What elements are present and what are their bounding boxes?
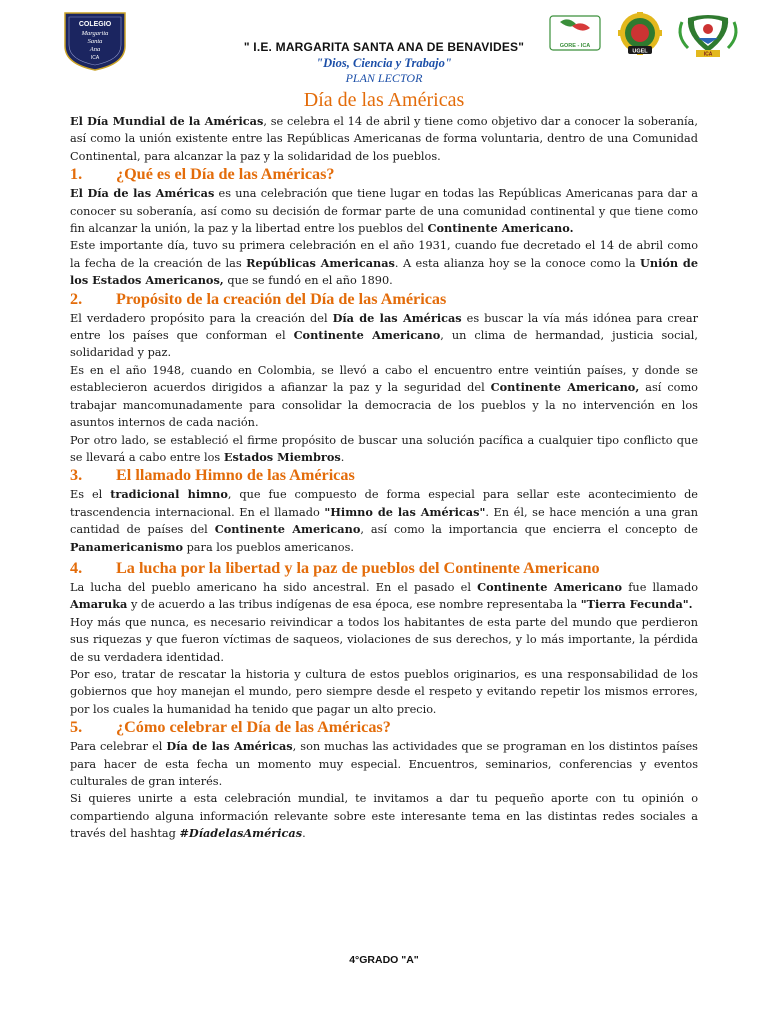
svg-text:ICA: ICA	[703, 51, 713, 58]
document-header	[0, 40, 768, 86]
crest-line-3: Santa	[87, 38, 103, 45]
school-name: " I.E. MARGARITA SANTA ANA DE BENAVIDES"	[243, 40, 525, 54]
crest-line-1: COLEGIO	[78, 21, 112, 28]
crest-line-2: Margarita	[81, 30, 109, 37]
section-3-heading: 3. El llamado Himno de las Américas	[70, 466, 355, 485]
crest-line-4: Ana	[89, 46, 101, 53]
section-1-paragraph-1: El Día de las Américas es una celebración que tiene lugar en todas las Repúblicas Americanas para dar a conocer su soberanía, así como su decisión de formar parte de una comunidad continental y que tiene como fin alcanzar la unión, la paz y la libertad entre los pueblos del Continente Americano.	[70, 186, 698, 236]
section-1-heading: 1. ¿Qué es el Día de las Américas?	[70, 165, 335, 184]
section-5-paragraph-1: Para celebrar el Día de las Américas, son muchas las actividades que se programan en los distintos países para hacer de esta fecha un momento muy especial. Encuentros, seminarios, conferencias y eventos culturales de gran interés.	[70, 739, 698, 788]
document-body	[70, 113, 698, 843]
section-4-paragraph-3: Por eso, tratar de rescatar la historia y cultura de estos pueblos originarios, es una responsabilidad de los gobiernos que hoy manejan el mundo, pero siempre desde el respeto y evitando repetir los mismos errores, por los cuales la humanidad ha tenido que pagar un alto precio.	[70, 667, 698, 716]
crest-line-5: ICA	[90, 55, 100, 61]
section-4-heading: 4. La lucha por la libertad y la paz de pueblos del Continente Americano	[70, 558, 600, 577]
section-2-paragraph-1: El verdadero propósito para la creación del Día de las Américas es buscar la vía más idónea para crear entre los países que conforman el Continente Americano, un clima de hermandad, justicia social, solidaridad y paz.	[70, 310, 698, 360]
section-3-paragraph-1: Es el tradicional himno, que fue compuesto de forma especial para sellar este acontecimiento de trascendencia internacional. En el llamado "Himno de las Américas". En él, se hace mención a una gran cantidad de países del Continente Americano, así como la importancia que encierra el concepto de Panamericanismo para los pueblos americanos.	[70, 487, 698, 554]
section-4-paragraph-2: Hoy más que nunca, es necesario reivindicar a todos los habitantes de esta parte del mundo que perdieron sus riquezas y que fueron víctimas de saqueos, violaciones de sus derechos, y lo más importante, la pérdida de su verdadera identidad.	[70, 615, 698, 664]
section-5-paragraph-2: Si quieres unirte a esta celebración mundial, te invitamos a dar tu pequeño aporte con tu opinión o compartiendo alguna información relevante sobre este interesante tema en las distintas redes sociales a través del hashtag #DíadelasAméricas.	[70, 792, 698, 841]
school-motto: "Dios, Ciencia y Trabajo"	[316, 56, 452, 70]
section-2-heading: 2. Propósito de la creación del Día de las Américas	[70, 289, 447, 308]
section-2-paragraph-2: Es en el año 1948, cuando en Colombia, se llevó a cabo el encuentro entre veintiún países, y donde se establecieron acuerdos dirigidos a afianzar la paz y la seguridad del Continente Americano, así como trabajar mancomunadamente para consolidar la democracia de los pueblos y la no intervención en los asuntos internos de cada nación.	[70, 363, 698, 430]
section-2-paragraph-3: Por otro lado, se estableció el firme propósito de buscar una solución pacífica a cualquier tipo conflicto que se llevará a cabo entre los Estados Miembros.	[70, 433, 698, 464]
grade-footer: 4°GRADO "A"	[349, 954, 419, 966]
section-5-heading: 5. ¿Cómo celebrar el Día de las Américas?	[70, 718, 391, 737]
svg-text:GORE - ICA: GORE - ICA	[559, 43, 591, 49]
hashtag: #DíadelasAméricas	[179, 826, 303, 841]
intro-paragraph: El Día Mundial de la Américas, se celebra el 14 de abril y tiene como objetivo dar a conocer la soberanía, así como la unión existente entre las Repúblicas Americanas de forma voluntaria, dentro de una Comunidad Continental, para alcanzar la paz y la solidaridad de los pueblos.	[70, 114, 698, 163]
section-4-paragraph-1: La lucha del pueblo americano ha sido ancestral. En el pasado el Continente Americano fue llamado Amaruka y de acuerdo a las tribus indígenas de esa época, ese nombre representaba la "Tierra Fecunda".	[70, 579, 698, 612]
plan-lector-label: PLAN LECTOR	[345, 71, 423, 85]
section-1-paragraph-2: Este importante día, tuvo su primera celebración en el año 1931, cuando fue decretado el 14 de abril como la fecha de la creación de las Repúblicas Americanas. A esta alianza hoy se la conoce como la Unión de los Estados Americanos, que se fundó en el año 1890.	[70, 239, 699, 288]
document-title: Día de las Américas	[303, 89, 465, 111]
svg-text:UGEL: UGEL	[632, 48, 648, 55]
